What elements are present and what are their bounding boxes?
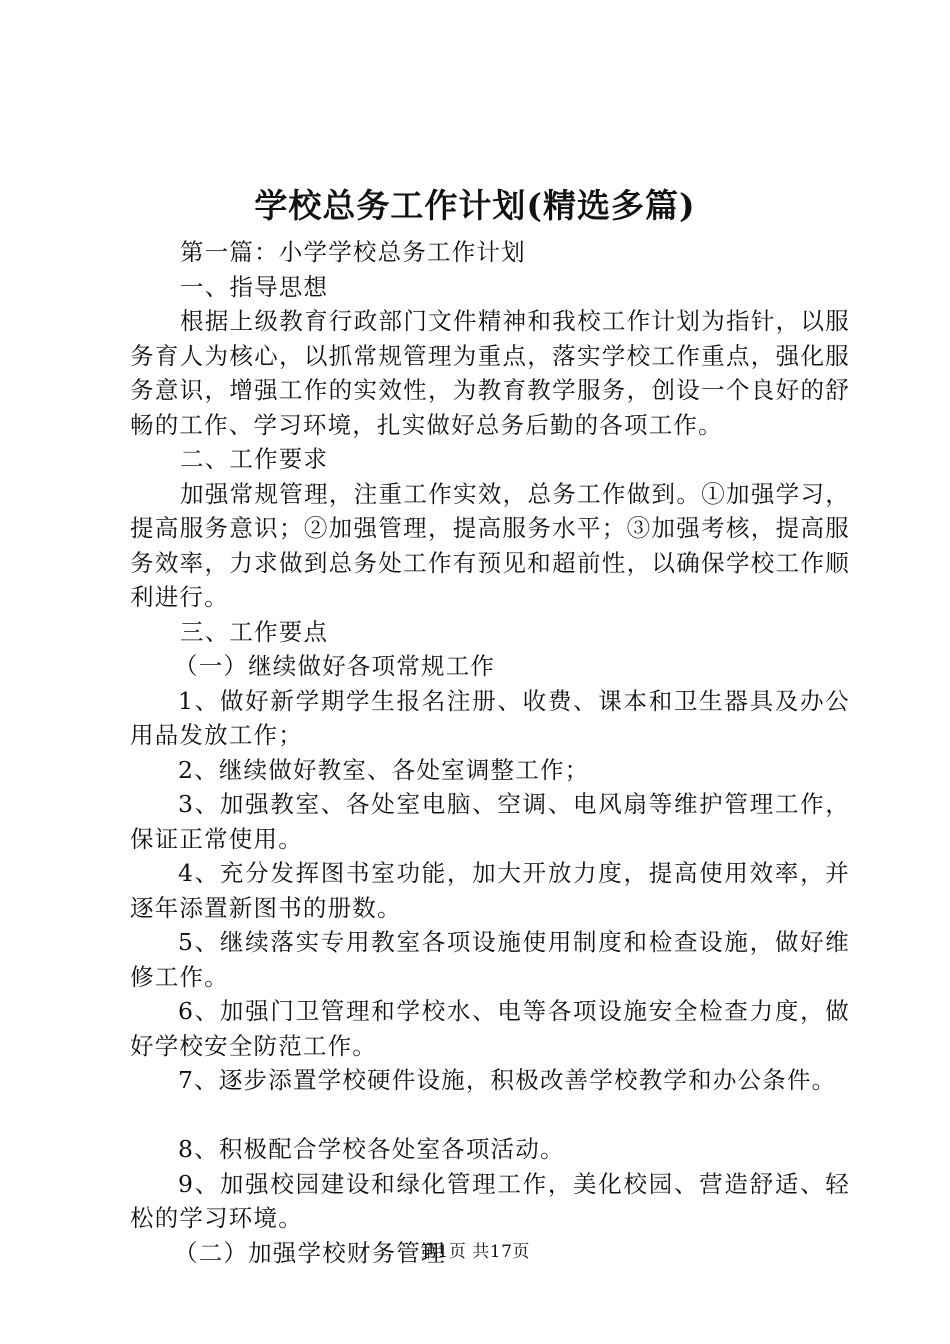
body-paragraph: 加强常规管理，注重工作实效，总务工作做到。①加强学习，提高服务意识；②加强管理，提高服务水平；③加强考核，提高服务效率，力求做到总务处工作有预见和超前性，以确保学校工作顺利进行。 (130, 479, 850, 611)
section-heading: 第一篇：小学学校总务工作计划 (180, 238, 526, 266)
list-item: 9、加强校园建设和绿化管理工作，美化校园、营造舒适、轻松的学习环境。 (130, 1169, 850, 1232)
subsection-heading: （二）加强学校财务管理 (174, 1238, 446, 1267)
section-heading: 三、工作要点 (180, 617, 329, 646)
list-item: 1、做好新学期学生报名注册、收费、课本和卫生器具及办公用品发放工作； (130, 686, 850, 749)
page-footer: 第1页 共17页 (420, 1242, 530, 1262)
subsection-heading: （一）继续做好各项常规工作 (174, 652, 496, 680)
paragraph-gap (130, 1098, 850, 1133)
list-item: 5、继续落实专用教室各项设施使用制度和检查设施，做好维修工作。 (130, 928, 850, 991)
list-item: 6、加强门卫管理和学校水、电等各项设施安全检查力度，做好学校安全防范工作。 (130, 997, 850, 1060)
list-item: 7、逐步添置学校硬件设施，积极改善学校教学和办公条件。 (178, 1066, 837, 1094)
document-body (130, 235, 850, 1270)
body-paragraph: 根据上级教育行政部门文件精神和我校工作计划为指针，以服务育人为核心，以抓常规管理为重点，落实学校工作重点，强化服务意识，增强工作的实效性，为教育教学服务，创设一个良好的舒畅的工作、学习环境，扎实做好总务后勤的各项工作。 (130, 307, 850, 439)
list-item: 3、加强教室、各处室电脑、空调、电风扇等维护管理工作，保证正常使用。 (130, 790, 850, 853)
list-item: 2、继续做好教室、各处室调整工作； (178, 755, 590, 784)
section-heading: 一、指导思想 (180, 272, 329, 301)
document-title: 学校总务工作计划(精选多篇) (254, 186, 696, 225)
list-item: 4、充分发挥图书室功能，加大开放力度，提高使用效率，并逐年添置新图书的册数。 (130, 859, 850, 922)
section-heading: 二、工作要求 (180, 445, 329, 473)
list-item: 8、积极配合学校各处室各项活动。 (178, 1135, 565, 1163)
